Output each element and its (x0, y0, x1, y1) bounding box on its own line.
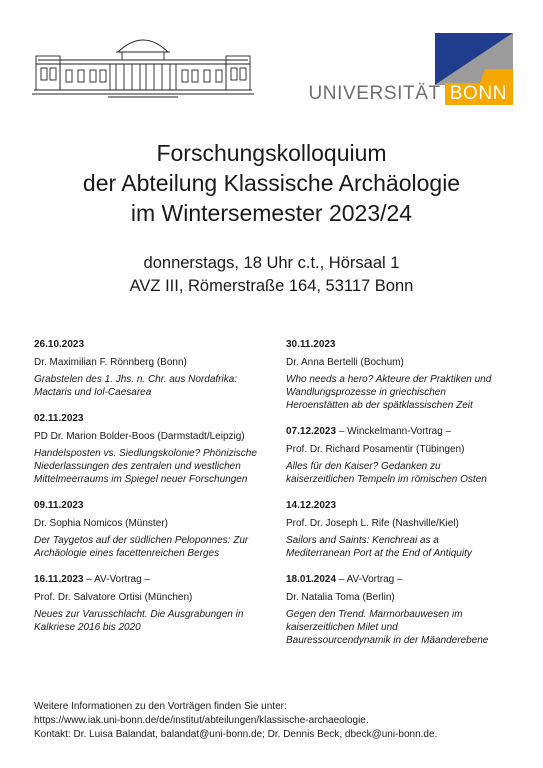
topic-line: Mactaris und Iol-Caesarea (34, 387, 152, 398)
lecture-date-line (286, 573, 536, 586)
subtitle-line-1: donnerstags, 18 Uhr c.t., Hörsaal 1 (143, 254, 400, 272)
lecture-speaker: PD Dr. Marion Bolder-Boos (Darmstadt/Leipzig) (34, 431, 245, 442)
lecture-topic (286, 373, 536, 412)
logo-city: BONN (445, 83, 513, 105)
topic-line: Archäologie eines facettenreichen Berges (34, 548, 220, 559)
lecture-date: 14.12.2023 (286, 500, 337, 511)
lecture-entry (286, 499, 536, 560)
lecture-speaker: Prof. Dr. Richard Posamentir (Tübingen) (286, 444, 465, 455)
lecture-entry (34, 499, 284, 560)
topic-line: Handelsposten vs. Siedlungskolonie? Phönizische (34, 448, 257, 459)
footer-contact: Kontakt: Dr. Luisa Balandat, balandat@uni-bonn.de; Dr. Dennis Beck, dbeck@uni-bonn.de. (34, 729, 438, 740)
lecture-date: 09.11.2023 (34, 500, 84, 511)
topic-line: Heroenstätten ab der spätklassischen Zeit (286, 400, 473, 411)
lecture-topic (286, 534, 536, 560)
topic-line: Who needs a hero? Akteure der Praktiken und (286, 374, 492, 385)
lecture-speaker: Dr. Sophia Nomicos (Münster) (34, 518, 168, 529)
university-logo-mark (435, 33, 513, 85)
topic-line: Wandlungsprozesse in griechischen (286, 387, 446, 398)
lecture-note: – AV-Vortrag – (83, 574, 151, 585)
topic-line: Gegen den Trend. Marmorbauwesen im (286, 609, 463, 620)
lecture-speaker: Dr. Natalia Toma (Berlin) (286, 592, 395, 603)
subtitle-line-2: AVZ III, Römerstraße 164, 53117 Bonn (129, 277, 414, 295)
lecture-note: – AV-Vortrag – (336, 574, 403, 585)
lecture-speaker: Prof. Dr. Joseph L. Rife (Nashville/Kiel) (286, 518, 459, 529)
topic-line: Neues zur Varusschlacht. Die Ausgrabungen in (34, 609, 244, 620)
footer-url[interactable]: https://www.iak.uni-bonn.de/de/institut/abteilungen/klassische-archaeologie. (34, 715, 369, 726)
contact-footer (34, 700, 514, 742)
topic-line: Grabstelen des 1. Jhs. n. Chr. aus Nordafrika: (34, 374, 238, 385)
topic-line: Mediterranean Port at the End of Antiquity (286, 548, 472, 559)
lecture-entry (34, 338, 284, 399)
lecture-topic (286, 608, 536, 647)
university-logo (308, 33, 513, 105)
lecture-date-line (286, 499, 536, 512)
lecture-date-line (34, 573, 284, 586)
lecture-topic (34, 534, 284, 560)
museum-building-illustration (32, 30, 254, 100)
lecture-topic (34, 608, 284, 634)
lecture-date: 30.11.2023 (286, 339, 336, 350)
lecture-entry (34, 412, 284, 486)
lecture-speaker: Dr. Maximilian F. Rönnberg (Bonn) (34, 357, 187, 368)
topic-line: Alles für den Kaiser? Gedanken zu (286, 461, 441, 472)
university-logo-text (308, 83, 513, 105)
lecture-note: – Winckelmann-Vortrag – (336, 426, 452, 437)
topic-line: kaiserzeitlichen Milet und (286, 622, 398, 633)
lecture-entry (286, 338, 536, 412)
lecture-date: 18.01.2024 (286, 574, 337, 585)
topic-line: Der Taygetos auf der südlichen Peloponnes: Zur (34, 535, 249, 546)
topic-line: Kalkriese 2016 bis 2020 (34, 622, 141, 633)
topic-line: Mittelmeerraums im Spiegel neuer Forschungen (34, 474, 248, 485)
topic-line: kaiserzeitlichen Tempeln im römischen Osten (286, 474, 487, 485)
lecture-date: 16.11.2023 (34, 574, 84, 585)
lecture-speaker: Dr. Anna Bertelli (Bochum) (286, 357, 404, 368)
lecture-date-line (34, 499, 284, 512)
topic-line: Niederlassungen des zentralen und westlichen (34, 461, 241, 472)
lecture-date-line (34, 412, 284, 425)
title-line-1: Forschungskolloquium (156, 140, 387, 166)
lecture-topic (286, 460, 536, 486)
lecture-topic (34, 373, 284, 399)
topic-line: Sailors and Saints: Kenchreai as a (286, 535, 439, 546)
title-line-2: der Abteilung Klassische Archäologie (82, 170, 461, 196)
event-location (0, 252, 543, 298)
document-title (0, 138, 543, 228)
schedule-right-column (286, 338, 536, 660)
lecture-date-line (34, 338, 284, 351)
footer-info-text: Weitere Informationen zu den Vorträgen finden Sie unter: (34, 701, 287, 712)
lecture-speaker: Prof. Dr. Salvatore Ortisi (München) (34, 592, 193, 603)
lecture-date-line (286, 338, 536, 351)
lecture-date-line (286, 425, 536, 438)
lecture-entry (286, 573, 536, 647)
title-line-3: im Wintersemester 2023/24 (130, 200, 413, 226)
lecture-entry (286, 425, 536, 486)
logo-word: UNIVERSITÄT (308, 83, 441, 104)
lecture-topic (34, 447, 284, 486)
lecture-entry (34, 573, 284, 634)
topic-line: Bauressourcendynamik in der Mäanderebene (286, 635, 489, 646)
lecture-date: 02.11.2023 (34, 413, 84, 424)
lecture-date: 07.12.2023 (286, 426, 337, 437)
lecture-date: 26.10.2023 (34, 339, 85, 350)
schedule-left-column (34, 338, 284, 647)
